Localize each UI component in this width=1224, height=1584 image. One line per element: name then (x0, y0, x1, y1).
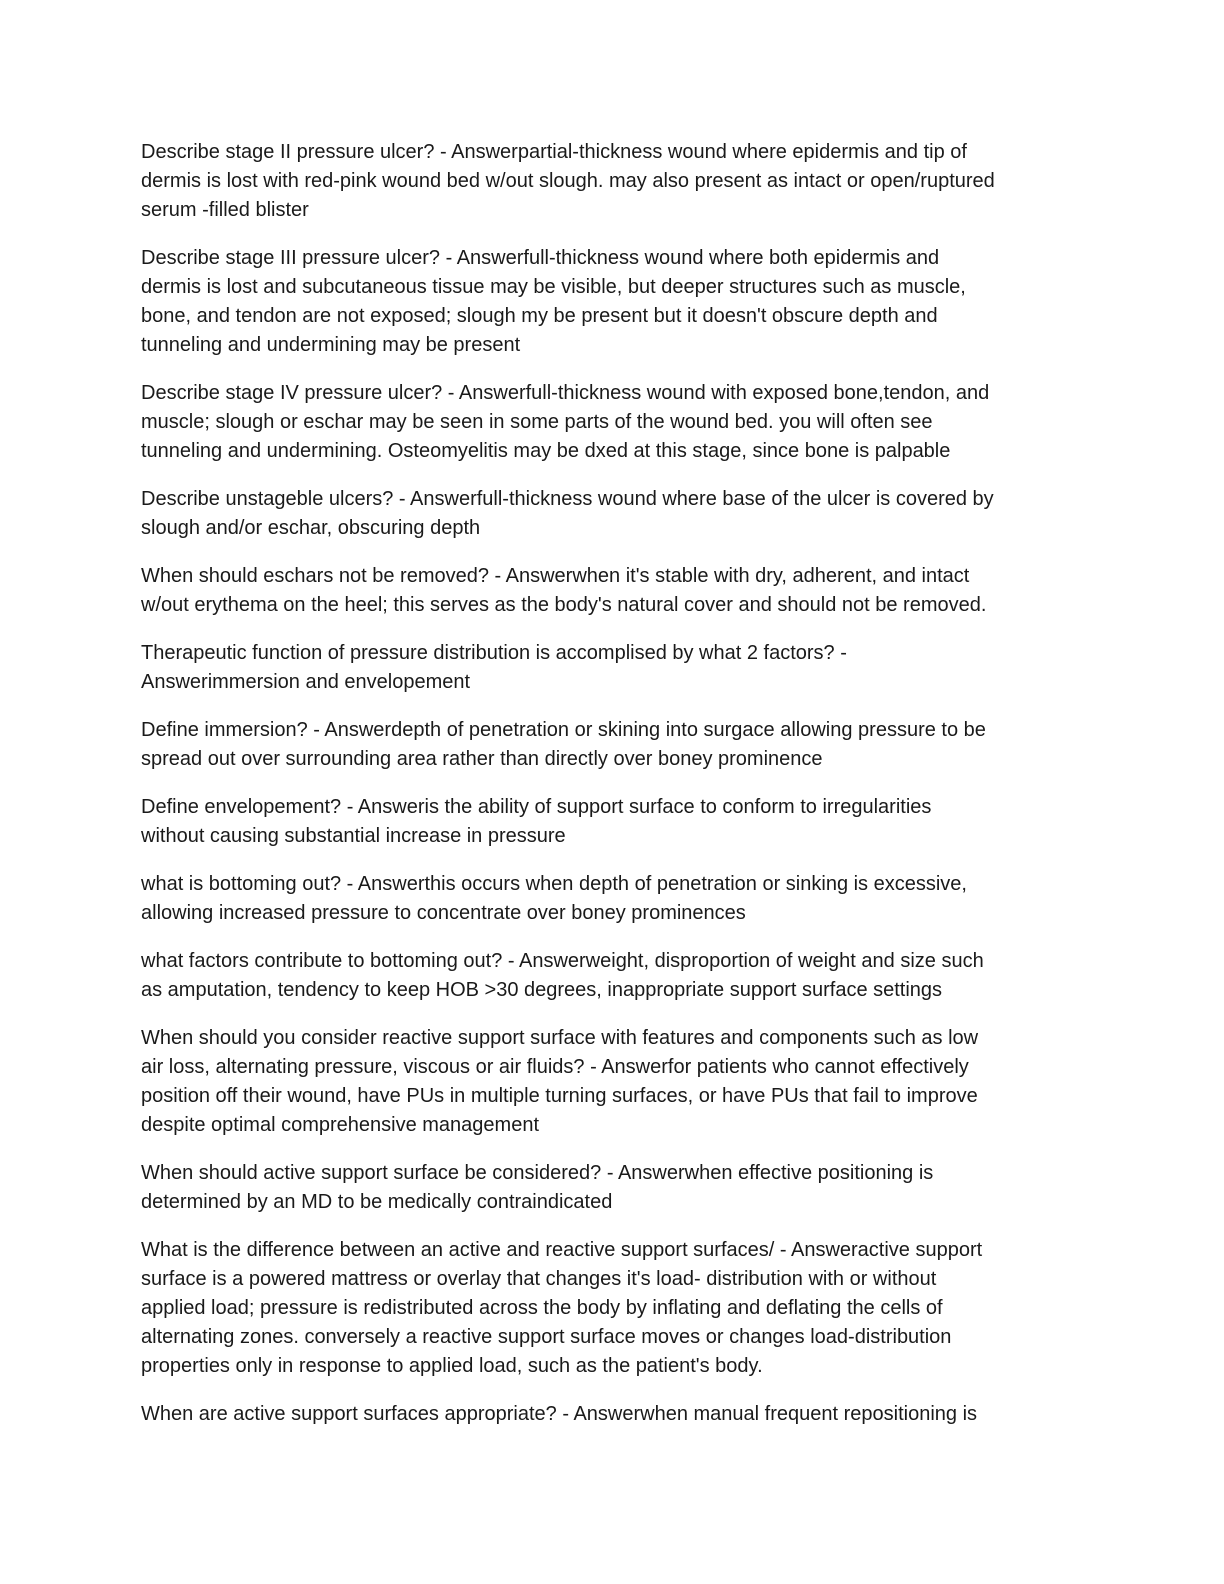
text-line: Describe stage III pressure ulcer? - Answerfull-thickness wound where both epidermis and (141, 247, 940, 269)
text-line: despite optimal comprehensive management (141, 1114, 539, 1136)
qa-paragraph (141, 793, 1101, 851)
text-line: allowing increased pressure to concentrate over boney prominences (141, 902, 746, 924)
text-line: tunneling and undermining may be present (141, 334, 521, 356)
text-line: bone, and tendon are not exposed; slough my be present but it doesn't obscure depth and (141, 305, 938, 327)
text-line: properties only in response to applied load, such as the patient's body. (141, 1355, 763, 1377)
text-line: air loss, alternating pressure, viscous or air fluids? - Answerfor patients who cannot effectively (141, 1056, 969, 1078)
qa-paragraph (141, 1236, 1101, 1381)
qa-paragraph (141, 138, 1101, 225)
text-line: surface is a powered mattress or overlay that changes it's load- distribution with or without (141, 1268, 937, 1290)
text-line: When should eschars not be removed? - Answerwhen it's stable with dry, adherent, and intact (141, 565, 970, 587)
text-line: w/out erythema on the heel; this serves as the body's natural cover and should not be removed. (141, 594, 987, 616)
text-line: without causing substantial increase in pressure (141, 825, 566, 847)
text-line: Define immersion? - Answerdepth of penetration or skining into surgace allowing pressure to be (141, 719, 986, 741)
qa-paragraph (141, 244, 1101, 360)
text-line: spread out over surrounding area rather than directly over boney prominence (141, 748, 823, 770)
text-line: muscle; slough or eschar may be seen in some parts of the wound bed. you will often see (141, 411, 933, 433)
qa-paragraph (141, 639, 1101, 697)
text-line: slough and/or eschar, obscuring depth (141, 517, 481, 539)
qa-paragraph (141, 1024, 1101, 1140)
qa-paragraph (141, 485, 1101, 543)
text-line: Therapeutic function of pressure distribution is accomplised by what 2 factors? - (141, 642, 847, 664)
qa-paragraph (141, 1400, 1101, 1429)
text-line: Answerimmersion and envelopement (141, 671, 471, 693)
text-line: dermis is lost and subcutaneous tissue may be visible, but deeper structures such as muscle, (141, 276, 966, 298)
document-page (141, 138, 1101, 1448)
text-line: dermis is lost with red-pink wound bed w/out slough. may also present as intact or open/ruptured (141, 170, 995, 192)
text-line: Describe stage II pressure ulcer? - Answerpartial-thickness wound where epidermis and tip of (141, 141, 967, 163)
text-line: as amputation, tendency to keep HOB >30 degrees, inappropriate support surface settings (141, 979, 943, 1001)
text-line: determined by an MD to be medically contraindicated (141, 1191, 613, 1213)
qa-paragraph (141, 870, 1101, 928)
text-line: What is the difference between an active and reactive support surfaces/ - Answeractive support (141, 1239, 983, 1261)
qa-paragraph (141, 1159, 1101, 1217)
text-line: applied load; pressure is redistributed across the body by inflating and deflating the cells of (141, 1297, 943, 1319)
text-line: Describe stage IV pressure ulcer? - Answerfull-thickness wound with exposed bone,tendon, and (141, 382, 990, 404)
qa-paragraph (141, 379, 1101, 466)
text-line: tunneling and undermining. Osteomyelitis may be dxed at this stage, since bone is palpable (141, 440, 951, 462)
text-line: what factors contribute to bottoming out? - Answerweight, disproportion of weight and size such (141, 950, 984, 972)
text-line: When are active support surfaces appropriate? - Answerwhen manual frequent repositioning is (141, 1403, 978, 1425)
qa-paragraph (141, 716, 1101, 774)
text-line: Define envelopement? - Answeris the ability of support surface to conform to irregularities (141, 796, 932, 818)
qa-paragraph (141, 562, 1101, 620)
text-line: position off their wound, have PUs in multiple turning surfaces, or have PUs that fail to improve (141, 1085, 978, 1107)
text-line: When should active support surface be considered? - Answerwhen effective positioning is (141, 1162, 934, 1184)
text-line: When should you consider reactive support surface with features and components such as low (141, 1027, 979, 1049)
qa-paragraph (141, 947, 1101, 1005)
text-line: Describe unstageble ulcers? - Answerfull-thickness wound where base of the ulcer is covered by (141, 488, 994, 510)
text-line: what is bottoming out? - Answerthis occurs when depth of penetration or sinking is excessive, (141, 873, 967, 895)
text-line: alternating zones. conversely a reactive support surface moves or changes load-distribution (141, 1326, 952, 1348)
text-line: serum -filled blister (141, 199, 309, 221)
